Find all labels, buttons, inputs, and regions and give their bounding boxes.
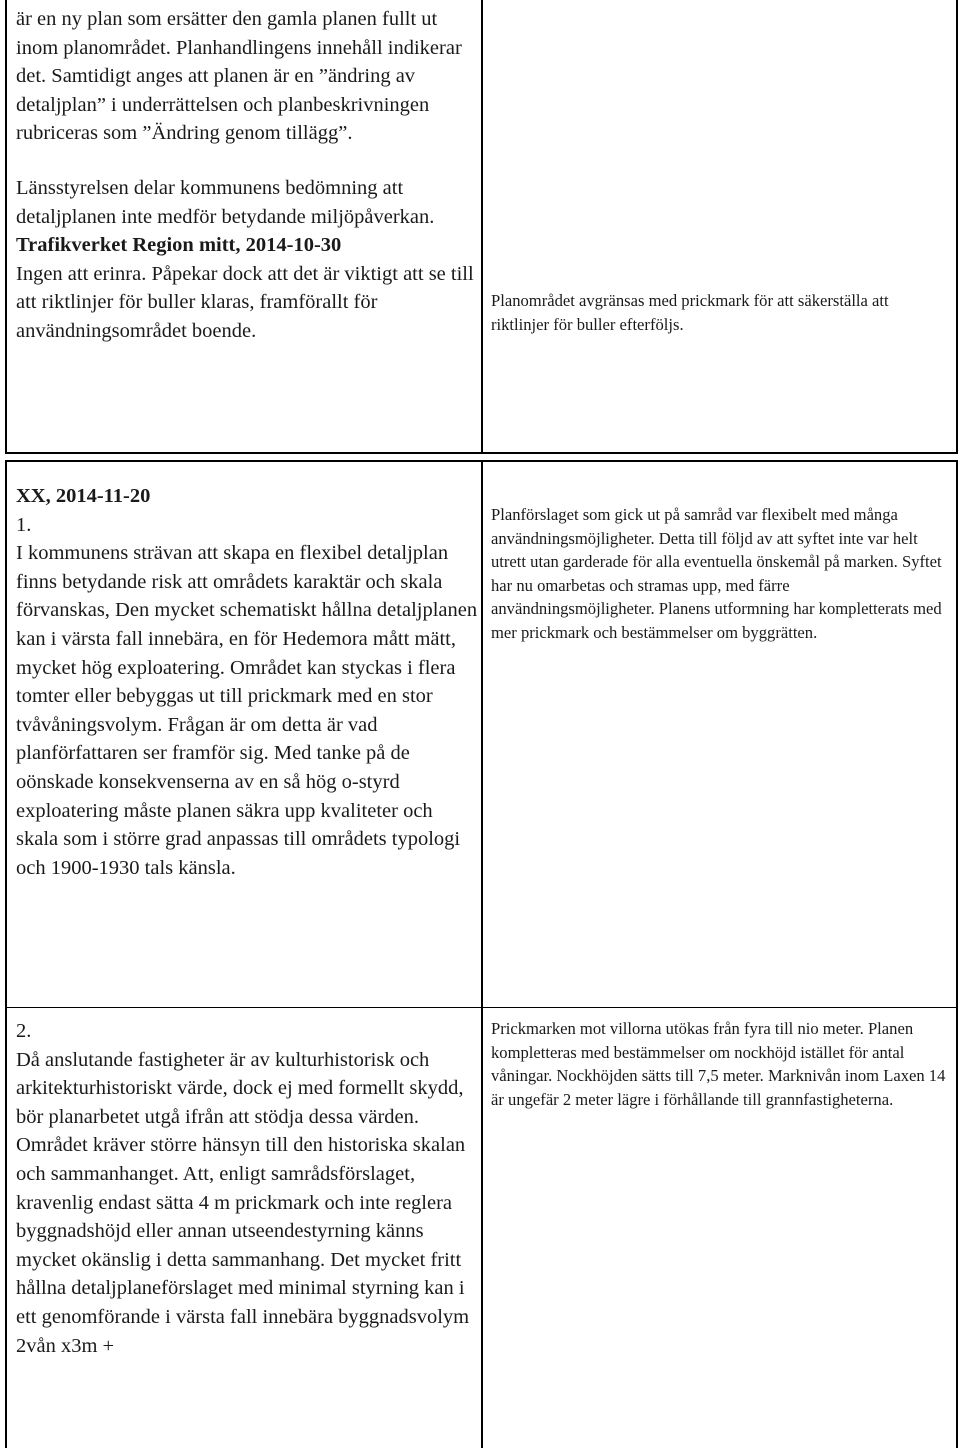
table-divider-row2 [481,460,483,1448]
table-row1-bottom-border [5,452,958,454]
row1-right-cell [491,289,946,336]
trafikverket-reply: Planområdet avgränsas med prickmark för att säkerställa att riktlinjer för buller efterföljs. [491,291,889,334]
item1-reply-cell [491,503,946,645]
lansstyrelsen-paragraph: Länsstyrelsen delar kommunens bedömning att detaljplanen inte medför betydande miljöpåverkan. [16,176,435,228]
row2-left-cell [16,482,478,882]
xx-heading: XX, 2014-11-20 [16,485,151,507]
item1-number: 1. [16,513,32,536]
item2-left-cell [16,1017,478,1360]
table-border-right-row1 [956,0,958,453]
table-border-left-row2 [5,460,7,1448]
item2-reply-cell [491,1017,946,1111]
table-divider-row1 [481,0,483,453]
item1-reply: Planförslaget som gick ut på samråd var flexibelt med många användningsmöjligheter. Detta till följd av att syftet inte var helt utrett utan garderade för alla eventuella önskemål på marken. Syftet har nu omarbetas och stramas upp, med färre användningsmöjligheter. Planens utformning har kompletterats med mer prickmark och bestämmelser om byggrätten. [491,505,942,642]
item1-comment: I kommunens strävan att skapa en flexibel detaljplan finns betydande risk att områdets karaktär och skala förvanskas, Den mycket schematiskt hållna detaljplanen kan i värsta fall innebära, en för Hedemora mått mätt, mycket hög exploatering. Området kan styckas i flera tomter eller bebyggas ut till prickmark med en stor tvåvåningsvolym. Frågan är om detta är vad planförfattaren ser framför sig. Med tanke på de oönskade konsekvenserna av en så hög o-styrd exploatering måste planen säkra upp kvaliteter och skala som i större grad anpassas till områdets typologi och 1900-1930 tals känsla. [16,542,478,879]
previous-comment-paragraph: är en ny plan som ersätter den gamla planen fullt ut inom planområdet. Planhandlingens innehåll indikerar det. Samtidigt anges att planen är en ”ändring av detaljplan” i underrättelsen och planbeskrivningen rubriceras som ”Ändring genom tillägg”. [16,8,462,145]
item2-number: 2. [16,1020,32,1042]
trafikverket-comment: Ingen att erinra. Påpekar dock att det är viktigt att se till att riktlinjer för buller klaras, framförallt för användningsområdet boende. [16,262,474,342]
item-separator [5,1007,958,1008]
table-border-right-row2 [956,460,958,1448]
item2-reply: Prickmarken mot villorna utökas från fyra till nio meter. Planen kompletteras med bestämmelser om nockhöjd istället för antal våningar. Nockhöjden sätts till 7,5 meter. Marknivån inom Laxen 14 är ungefär 2 meter lägre i förhållande till grannfastigheterna. [491,1019,946,1109]
row1-left-cell [16,5,478,346]
trafikverket-heading: Trafikverket Region mitt, 2014-10-30 [16,234,342,257]
item2-comment: Då anslutande fastigheter är av kulturhistorisk och arkitekturhistoriskt värde, dock ej med formellt skydd, bör planarbetet utgå ifrån att stödja dessa värden. Området kräver större hänsyn till den historiska skalan och sammanhanget. Att, enligt samrådsförslaget, kravenlig endast sätta 4 m prickmark och inte reglera byggnadshöjd eller annan utseendestyrning känns mycket okänslig i detta sammanhang. Det mycket fritt hållna detaljplaneförslaget med minimal styrning kan i ett genomförande i värsta fall innebära byggnadsvolym 2vån x3m + [16,1048,470,1357]
table-border-left-row1 [5,0,7,453]
